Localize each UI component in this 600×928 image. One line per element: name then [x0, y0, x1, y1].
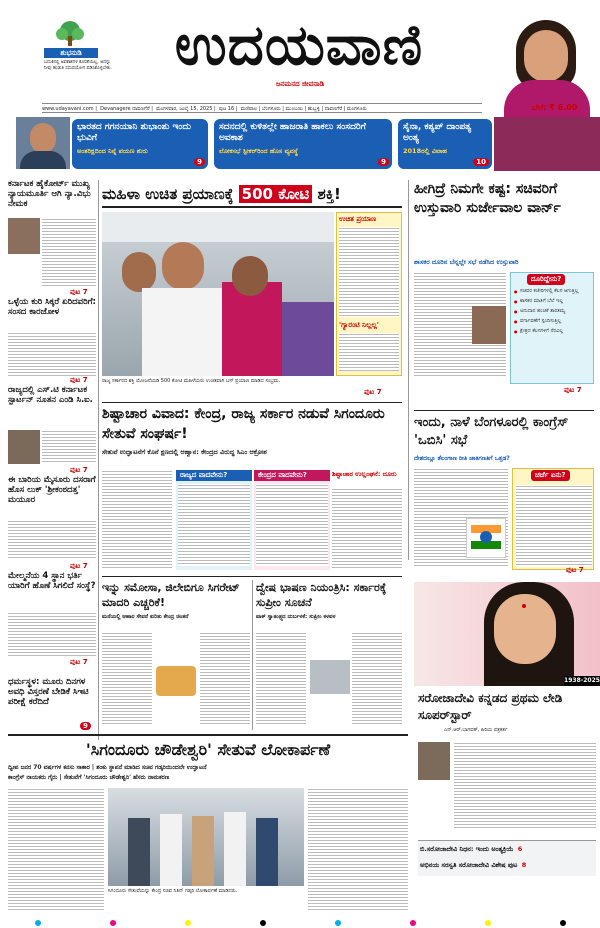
story2-headline[interactable]: ಶಿಷ್ಟಾಚಾರ ವಿವಾದ: ಕೇಂದ್ರ, ರಾಜ್ಯ ಸರ್ಕಾರ ನಡುವೆ ಸಿಗಂದೂರು ಸೇತುವೆ ಸಂಘರ್ಷ! — [102, 406, 385, 442]
surjewala-photo — [472, 306, 506, 344]
obit-foot1-text: ಬಿ.ಸರೋಜಾದೇವಿ ನಿಧನ: ಇಂದು ಅಂತ್ಯಕ್ರಿಯೆ — [420, 845, 514, 853]
website[interactable]: www.udayavani.com — [42, 106, 94, 112]
right-lead-box-item: ● ವರ್ಗಾವಣೆಗೆ ಸ್ಪಂದಿಸುತ್ತಿಲ್ಲ — [514, 318, 592, 325]
ad-brand: ಶುಭನುಡಿ — [44, 48, 98, 58]
story5-divider — [252, 580, 253, 730]
right-lead-box-item: ● ಅನುದಾನ ಹಂಚಿಕೆ ತಾರತಮ್ಯ — [514, 308, 592, 315]
left-story-4[interactable]: ಈ ಬಾರಿಯ ಮೈಸೂರು ದಸರಾಗೆ ಹೊಸ ಲುಕ್ 'ಶ್ರೀಕಂಠದತ್ತ' ಮಯೂರ — [8, 475, 96, 505]
teaser-3-sub: 2018ರಲ್ಲಿ ವಿವಾಹ — [403, 147, 447, 155]
story4-top-rule — [102, 576, 402, 577]
left-story-3-page: ಪುಟ 7 — [70, 466, 88, 474]
teaser-2-sub: ಲೋಕಸಭೆ ಸ್ಪೀಕರ್‌ರಿಂದ ಹೊಸ ವ್ಯವಸ್ಥೆ — [219, 147, 299, 155]
teaser-1-title: ಭಾರತದ ಗಗನಯಾನಿ ಶುಭಾಂಶು ಇಂದು ಭುವಿಗೆ — [77, 122, 192, 143]
masthead-logo: ಉದಯವಾಣಿ — [174, 13, 424, 78]
story6-body-2 — [308, 788, 408, 912]
story3 — [414, 414, 594, 574]
lead-side-head: ಉಚಿತ ಪ್ರಯಾಣ — [339, 215, 377, 223]
lead-side-head2: 'ಗ್ಯಾರಂಟಿ ನಿಲ್ಲಲ್ಲ' — [339, 321, 379, 329]
supreme-court-photo — [310, 660, 350, 694]
teaser-3-title: ಸೈನಾ, ಕಶ್ಯಪ್ ದಾಂಪತ್ಯ ಅಂತ್ಯ — [403, 122, 472, 143]
teaser-photo-couple — [494, 117, 600, 171]
tree-logo-icon — [50, 20, 90, 48]
teaser-2[interactable] — [214, 119, 392, 169]
cities: ಮಣಿಪಾಲ | ಬೆಂಗಳೂರು | ಮುಂಬಯಿ | ಹುಬ್ಬಳ್ಳಿ | ದಾವಣಗೆರೆ | ಮಂಗಳೂರು — [240, 106, 367, 112]
right-lead-box-item: ● ಕ್ಷೇತ್ರದ ಕೆಲಸಗಳಿಗೆ ನೆರವಿಲ್ಲ — [514, 328, 592, 335]
ad-text: ಬದುಕಿನಲ್ಲಿ ಅವಕಾಶಗಳ ಕೊರತೆಯಿಲ್ಲ. ಅದನ್ನು ನೀವು ಹುಡುಕಿ ಸದುಪಯೋಗ ಪಡಿಸಿಕೊಳ್ಳಬೇಕು. — [44, 60, 112, 71]
story2-box-centre-body — [256, 484, 328, 566]
obit-foot2-page: 8 — [521, 861, 527, 869]
right-lead-story — [414, 180, 594, 400]
teaser-strip — [0, 117, 600, 173]
obit-foot2[interactable] — [420, 861, 594, 870]
masthead — [0, 0, 600, 118]
story6-caption: ಸಿಗಂದೂರು ಸೇತುವೆಯನ್ನು ಕೇಂದ್ರ ಸಚಿವ ನಿತಿನ್ ಗಡ್ಕರಿ ಲೋಕಾರ್ಪಣೆ ಮಾಡಿದರು. — [108, 888, 238, 894]
sarojadevi-photo — [414, 582, 600, 686]
edition: Devanagere ದಾವಣಗೆರೆ — [100, 106, 150, 112]
story5-body — [256, 632, 306, 726]
masthead-tagline: ಜನಮನದ ಜೀವನಾಡಿ — [275, 80, 325, 88]
left-story-1-page: ಪುಟ 7 — [70, 288, 88, 296]
story2-box-state-head: ರಾಜ್ಯದ ವಾದವೇನು? — [176, 470, 252, 481]
obit-foot2-text: ಅಭಿನಯ ಸರಸ್ವತಿ ಸರೋಜಾದೇವಿ ವಿಶೇಷ ಪುಟ — [420, 861, 518, 869]
obit-years: 1938-2025 — [564, 677, 600, 684]
story3-sub: ದೇಶದಲ್ಲೂ ತೆಲಂಗಾಣ ರೀತಿ ಜಾತಿಗಣತಿಗೆ ಒತ್ತಡ? — [414, 455, 510, 462]
bridge-inauguration-photo — [108, 788, 304, 886]
obit-byline: ಎನ್.ಆರ್.ಭಾಗವತ್, ಹಿರಿಯ ಪತ್ರಕರ್ತ — [444, 727, 508, 733]
lead-caption: ರಾಜ್ಯ ಸರ್ಕಾರದ ಶಕ್ತಿ ಯೋಜನೆಯಡಿ 500 ಕೋಟಿ ಮಹಿಳೆಯರು ಉಚಿತವಾಗಿ ಬಸ್ ಪ್ರಯಾಣ ಮಾಡಿದ ಸಂಭ್ರಮ. — [102, 378, 281, 384]
teaser-3-page: 10 — [473, 158, 489, 166]
page-count: ಪುಟ 16 — [218, 106, 235, 112]
congress-logo-icon — [466, 518, 506, 558]
right-lead-page: ಪುಟ 7 — [564, 386, 582, 394]
lead-side-body — [339, 227, 399, 317]
story6-top-rule — [8, 734, 408, 736]
price: ಬೆಲೆ: ₹ 6.00 — [532, 103, 578, 112]
obit-headline[interactable]: ಸರೋಜಾದೇವಿ ಕನ್ನಡದ ಪ್ರಥಮ ಲೇಡಿ ಸೂಪರ್‌ಸ್ಟಾರ್ — [418, 691, 563, 722]
right-lead-sub: ಶಾಸಕರ ದೂರಿನ ಬೆನ್ನಲ್ಲೇ ಸಭೆ ನಡೆಸಿದ ಉಸ್ತುವಾರಿ — [414, 258, 519, 266]
story6-headline[interactable]: 'ಸಿಗಂದೂರು ಚೌಡೇಶ್ವರಿ' ಸೇತುವೆ ಲೋಕಾರ್ಪಣೆ — [85, 740, 331, 759]
story5-body-2 — [352, 632, 402, 726]
story2-box-complaint — [332, 470, 402, 570]
obit-footer — [418, 840, 596, 876]
lead-side-body2 — [339, 333, 399, 371]
samosa-photo — [156, 666, 196, 696]
story3-box — [512, 468, 594, 570]
story3-box-body — [516, 485, 592, 567]
left-story-6-page: 9 — [80, 722, 91, 730]
teaser-1[interactable] — [72, 119, 208, 169]
date: ಮಂಗಳವಾರ, ಜುಲೈ 15, 2025 — [156, 106, 213, 112]
story4-body — [102, 632, 152, 726]
left-story-1-body — [42, 218, 96, 288]
story3-page: ಪುಟ 7 — [566, 566, 584, 574]
story6-sub2: ಕಾಂಗ್ರೆಸ್ ನಾಯಕರು ಗೈರು | ಸೇತುವೆಗೆ 'ಸಿಗಂದೂರು ಚೌಡೇಶ್ವರಿ' ಹೆಸರು ನಾಮಕರಣ — [8, 774, 170, 781]
lead-headline[interactable] — [102, 180, 402, 208]
story2-box-state-body — [178, 484, 250, 566]
left-story-1[interactable]: ಕರ್ನಾಟಕ ಹೈಕೋರ್ಟ್ ಮುಖ್ಯ ನ್ಯಾಯಮೂರ್ತಿ ಆಗಿ ನ್ಯಾ.ವಿಭು ನೇಮಕ — [8, 179, 91, 209]
story4-sub: ಮನೆಯಲ್ಲಿ ಆಹಾರ ಸೇವನೆ ಕುರಿತು ಕೇಂದ್ರ ಚಿಂತನೆ — [102, 614, 189, 620]
left-story-1-photo — [8, 218, 40, 254]
obit-foot1[interactable] — [420, 845, 594, 854]
left-story-3-photo — [8, 430, 40, 464]
story3-top-rule — [414, 410, 594, 411]
story2-box-complaint-body — [332, 488, 402, 568]
right-lead-box-item: ● ಶಾಸಕರ ಮಾತಿಗೆ ಬೆಲೆ ಇಲ್ಲ — [514, 298, 592, 305]
left-story-2-body — [8, 332, 96, 376]
left-story-2[interactable]: ಒಳ್ಳೆಯ ಕುರಿ ಸಿಕ್ಕರೆ ಏರಿದವರಿಗೆ: ಸಂಸದ ಕಾರಜೋಳ — [8, 297, 96, 317]
lead-headline-amount: 500 ಕೋಟಿ — [239, 185, 313, 203]
dateline: www.udayavani.com | Devanagere ದಾವಣಗೆರೆ | ಮಂಗಳವಾರ, ಜುಲೈ 15, 2025 | ಪುಟ 16 | ಮಣಿಪಾಲ | ಬೆಂಗಳೂರು | ಮುಂಬಯಿ | ಹುಬ್ಬಳ್ಳಿ | ದಾವಣಗೆರೆ | ಮಂಗಳೂರು — [42, 103, 482, 113]
left-story-5-page: ಪುಟ 7 — [70, 658, 88, 666]
lead-bus-photo — [102, 212, 334, 376]
right-lead-box — [510, 272, 594, 384]
left-story-4-body — [8, 520, 96, 560]
teaser-photo-astronaut — [16, 117, 70, 169]
right-lead-box-head: ದೂರಿದ್ದೇನು? — [527, 274, 565, 285]
left-column — [8, 180, 96, 740]
left-story-2-page: ಪುಟ 7 — [70, 376, 88, 384]
story3-box-head: ಚರ್ಚೆ ಏನು? — [531, 470, 570, 481]
left-story-4-page: ಪುಟ 7 — [70, 562, 88, 570]
story2-top-rule — [102, 402, 402, 403]
lead-side-box — [336, 212, 402, 376]
left-column-divider — [98, 180, 99, 740]
teaser-3[interactable] — [398, 119, 492, 169]
right-column-divider — [408, 180, 409, 560]
story4-headline[interactable]: ಇನ್ನು ಸಮೋಸಾ, ಜಿಲೇಬಿಗೂ ಸಿಗರೇಟ್ ಮಾದರಿ ಎಚ್ಚರಿಕೆ! — [102, 581, 240, 609]
story6-sub: ದ್ವೀಪ ಜನರ 70 ವರ್ಷಗಳ ಕನಸು ಸಾಕಾರ | ಶಂಕು ಸ್ಥಾಪನೆ ಮಾಡಿದ ಸಚಿವ ಗಡ್ಕರಿಯಿಂದಲೇ ಉದ್ಘಾಟನೆ — [8, 764, 207, 771]
right-lead-box-item: ● ಸಚಿವರ ಕಚೇರಿಗಳಲ್ಲಿ ಕೆಲಸ ಆಗುತ್ತಿಲ್ಲ — [514, 288, 592, 295]
teaser-2-page: 9 — [378, 158, 389, 166]
story2-box-centre-head: ಕೇಂದ್ರದ ವಾದವೇನು? — [254, 470, 330, 481]
right-lead-box-list — [514, 288, 592, 338]
registration-marks — [0, 918, 600, 928]
story2-body — [102, 470, 172, 570]
story2-box-centre — [254, 470, 330, 570]
left-story-6[interactable]: ಧರ್ಮಸ್ಥಳ: ಮೂರು ದಿನಗಳ ಅವಧಿ ವಿಸ್ತರಣೆ ಬೇಡಿಕೆ ಸಿಇಟಿ ಪರೀಕ್ಷೆ ಕರೆದಿದೆ — [8, 677, 89, 707]
obit-section — [414, 582, 600, 922]
story3-headline[interactable]: ಇಂದು, ನಾಳೆ ಬೆಂಗಳೂರಲ್ಲಿ ಕಾಂಗ್ರೆಸ್ 'ಒಬಿಸಿ' ಸಭೆ — [414, 415, 569, 448]
story5-headline[interactable]: ದ್ವೇಷ ಭಾಷಣ ನಿಯಂತ್ರಿಸಿ: ಸರ್ಕಾರಕ್ಕೆ ಸುಪ್ರೀಂ ಸೂಚನೆ — [256, 581, 387, 609]
lead-page: ಪುಟ 7 — [364, 388, 382, 396]
story5 — [256, 580, 402, 730]
teaser-1-sub: ಅಂತರಿಕ್ಷದಿಂದ ನಿನ್ನೆ ಪಯಣ ಶುರು — [77, 147, 148, 155]
obit-foot1-page: 6 — [517, 845, 523, 853]
left-story-5[interactable]: ಮೇಲ್ಮನೆಯ 4 ಸ್ಥಾನ ಭರ್ತಿ ಯಾರಿಗೆ ಹೊಣೆ ಸಿಗಲಿದೆ ಸಂಸ್ಥೆ? — [8, 571, 96, 591]
teaser-1-page: 9 — [194, 158, 205, 166]
right-lead-headline[interactable]: ಹೀಗಿದ್ರೆ ನಿಮಗೇ ಕಷ್ಟ: ಸಚಿವರಿಗೆ ಉಸ್ತುವಾರಿ ಸುರ್ಜೇವಾಲ ವಾರ್ನ್ — [414, 181, 561, 216]
story4 — [102, 580, 250, 730]
left-story-3[interactable]: ರಾಜ್ಯದಲ್ಲಿ ಎಸ್‌.ಟಿ ಕರ್ನಾಟಕ ಸ್ಪಾರ್ಟನ್ ನೂತನ ಎಂಡಿ ಸಿ.ಐ. — [8, 385, 93, 405]
lead-story — [102, 180, 402, 400]
teaser-2-title: ಸದನದಲ್ಲಿ ಕುಳಿತಲ್ಲೇ ಹಾಜರಾತಿ ಹಾಕಲು ಸಂಸದರಿಗೆ ಅವಕಾಶ — [219, 122, 366, 143]
lead-headline-pre: ಮಹಿಳಾ ಉಚಿತ ಪ್ರಯಾಣಕ್ಕೆ — [102, 185, 234, 203]
story6 — [8, 738, 408, 918]
obit-writer-photo — [418, 742, 450, 780]
obit-body — [454, 742, 596, 830]
story2 — [102, 404, 402, 574]
story6-body — [8, 788, 104, 912]
story2-sub: ಸೇತುವೆ ಉದ್ಘಾಟನೆಗೆ ಕೊನೆ ಕ್ಷಣದಲ್ಲಿ ಆಹ್ವಾನ: ಕೇಂದ್ರದ ವಿರುದ್ಧ ಸಿಎಂ ಆಕ್ರೋಶ — [102, 448, 267, 456]
story2-box-complaint-head: ಶಿಷ್ಟಾಚಾರ ಉಲ್ಲಂಘನೆ: ದೂರು — [332, 470, 397, 478]
left-story-3-body — [42, 430, 96, 464]
story4-body-2 — [200, 632, 250, 726]
story5-sub: ವಾಕ್ ಸ್ವಾತಂತ್ರ್ಯದ ದುರ್ಬಳಕೆ: ಸುಪ್ರೀಂ ಕಳವಳ — [256, 614, 336, 620]
left-story-5-body — [8, 612, 96, 656]
story2-box-state — [176, 470, 252, 570]
lead-headline-post: ಶಕ್ತಿ! — [317, 185, 341, 203]
